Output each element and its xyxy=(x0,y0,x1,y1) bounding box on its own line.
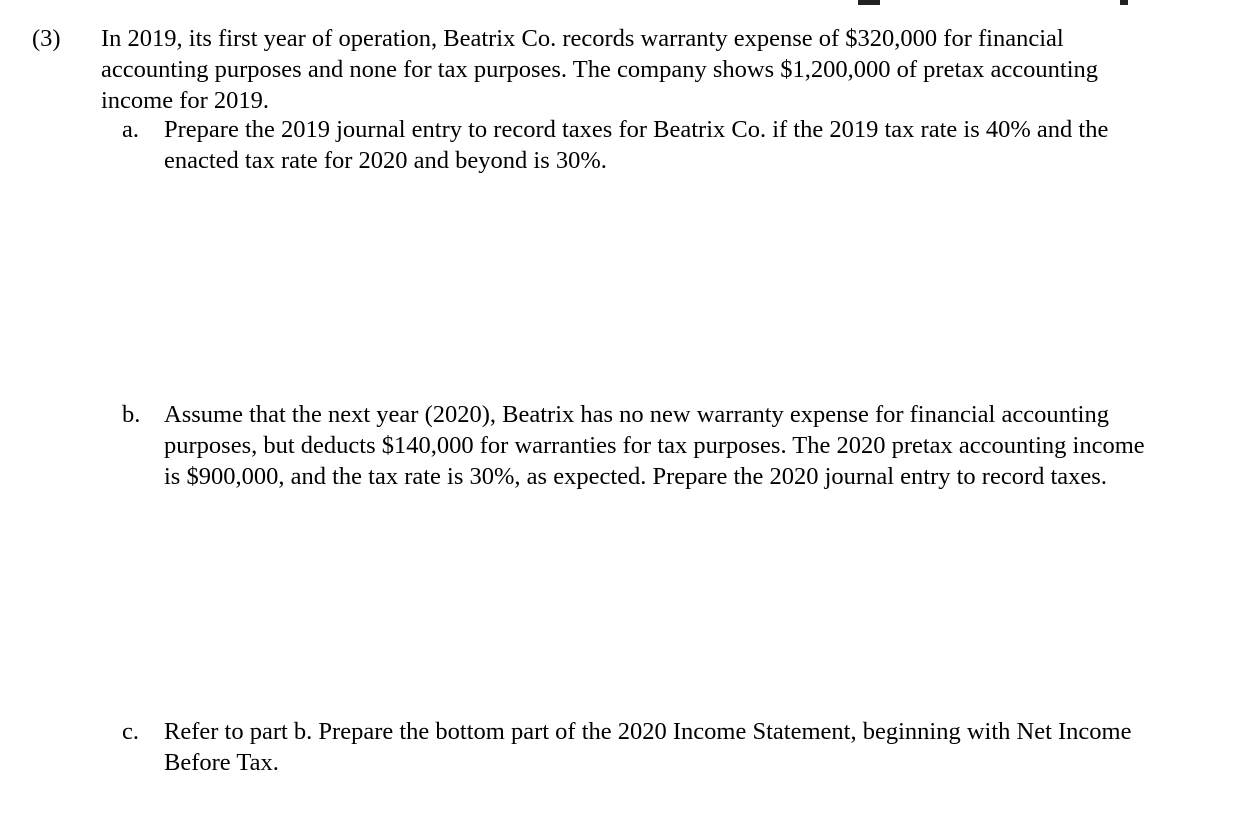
problem-number: (3) xyxy=(32,25,61,52)
part-b-line: purposes, but deducts $140,000 for warranties for tax purposes. The 2020 pretax accounting income xyxy=(164,432,1145,459)
part-a-letter: a. xyxy=(122,116,139,143)
part-a-line: Prepare the 2019 journal entry to record taxes for Beatrix Co. if the 2019 tax rate is 40% and the xyxy=(164,116,1109,143)
part-c-line: Refer to part b. Prepare the bottom part of the 2020 Income Statement, beginning with Net Income xyxy=(164,718,1132,745)
part-c-letter: c. xyxy=(122,718,139,745)
part-c-line: Before Tax. xyxy=(164,749,279,776)
problem-line: In 2019, its first year of operation, Beatrix Co. records warranty expense of $320,000 for financial xyxy=(101,25,1064,52)
cropped-text-fragment xyxy=(1120,0,1128,5)
problem-line: accounting purposes and none for tax purposes. The company shows $1,200,000 of pretax accounting xyxy=(101,56,1099,83)
problem-statement xyxy=(101,23,1211,116)
part-b-line: Assume that the next year (2020), Beatrix has no new warranty expense for financial accounting xyxy=(164,401,1109,428)
cropped-text-fragment xyxy=(858,0,880,5)
part-a-text xyxy=(164,114,1229,176)
part-b-line: is $900,000, and the tax rate is 30%, as expected. Prepare the 2020 journal entry to record taxes. xyxy=(164,463,1107,490)
problem-line: income for 2019. xyxy=(101,87,270,114)
part-b-letter: b. xyxy=(122,401,141,428)
part-b-text xyxy=(164,399,1229,492)
part-c-text xyxy=(164,716,1229,778)
part-a-line: enacted tax rate for 2020 and beyond is 30%. xyxy=(164,147,607,174)
